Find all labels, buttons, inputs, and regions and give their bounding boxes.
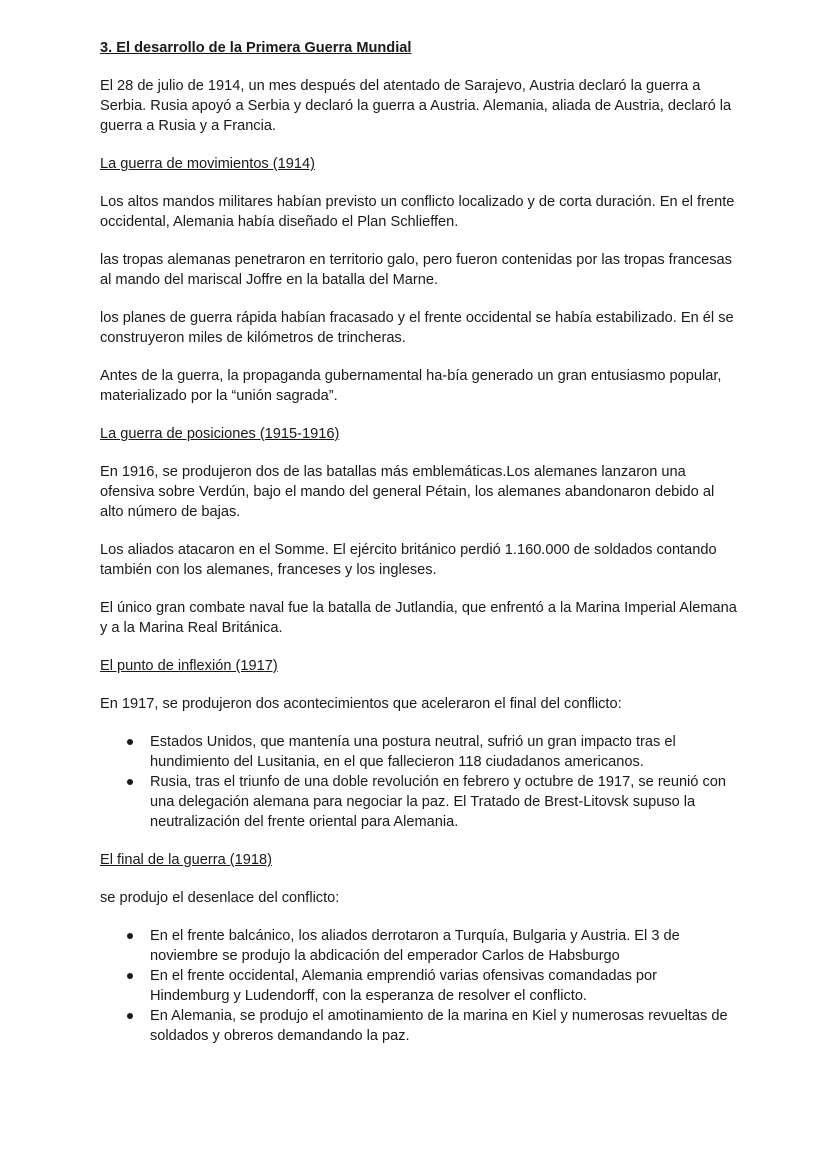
list-item [100, 732, 740, 772]
document-page [100, 38, 740, 1064]
list-item-text: En el frente balcánico, los aliados derrotaron a Turquía, Bulgaria y Austria. El 3 de noviembre se produjo la abdicación del emperador Carlos de Habsburgo [150, 928, 680, 964]
paragraph: los planes de guerra rápida habían fracasado y el frente occidental se había estabilizado. En él se construyeron miles de kilómetros de trincheras. [100, 310, 734, 346]
bullet-icon [127, 973, 133, 979]
list-item-text: Rusia, tras el triunfo de una doble revolución en febrero y octubre de 1917, se reunió con una delegación alemana para negociar la paz. El Tratado de Brest-Litovsk supuso la neutralización del frente oriental para Alemania. [150, 774, 727, 830]
list-item [100, 772, 740, 832]
paragraph: En 1917, se produjeron dos acontecimientos que aceleraron el final del conflicto: [100, 696, 622, 712]
section-heading-inflexion: El punto de inflexión (1917) [100, 658, 278, 674]
bullet-icon [127, 1013, 133, 1019]
list-item [100, 926, 740, 966]
bullet-list [100, 732, 740, 832]
document-title: 3. El desarrollo de la Primera Guerra Mundial [100, 40, 412, 56]
paragraph: Los altos mandos militares habían previsto un conflicto localizado y de corta duración. En el frente occidental, Alemania había diseñado el Plan Schlieffen. [100, 194, 735, 230]
paragraph: las tropas alemanas penetraron en territorio galo, pero fueron contenidas por las tropas francesas al mando del mariscal Joffre en la batalla del Marne. [100, 252, 732, 288]
paragraph: se produjo el desenlace del conflicto: [100, 890, 340, 906]
bullet-icon [127, 779, 133, 785]
list-item-text: En Alemania, se produjo el amotinamiento de la marina en Kiel y numerosas revueltas de soldados y obreros demandando la paz. [150, 1008, 728, 1044]
bullet-icon [127, 739, 133, 745]
list-item [100, 1006, 740, 1046]
list-item [100, 966, 740, 1006]
paragraph: El único gran combate naval fue la batalla de Jutlandia, que enfrentó a la Marina Imperial Alemana y a la Marina Real Británica. [100, 600, 737, 636]
section-heading-movimientos: La guerra de movimientos (1914) [100, 156, 315, 172]
paragraph: En 1916, se produjeron dos de las batallas más emblemáticas.Los alemanes lanzaron una ofensiva sobre Verdún, bajo el mando del general Pétain, los alemanes abandonaron debido al alto número de bajas. [100, 464, 715, 520]
list-item-text: En el frente occidental, Alemania emprendió varias ofensivas comandadas por Hindemburg y Ludendorff, con la esperanza de resolver el conflicto. [150, 968, 658, 1004]
list-item-text: Estados Unidos, que mantenía una postura neutral, sufrió un gran impacto tras el hundimiento del Lusitania, en el que fallecieron 118 ciudadanos americanos. [150, 734, 676, 770]
paragraph: Los aliados atacaron en el Somme. El ejército británico perdió 1.160.000 de soldados contando también con los alemanes, franceses y los ingleses. [100, 542, 717, 578]
intro-paragraph: El 28 de julio de 1914, un mes después del atentado de Sarajevo, Austria declaró la guerra a Serbia. Rusia apoyó a Serbia y declaró la guerra a Austria. Alemania, aliada de Austria, declaró la guerra a Rusia y a Francia. [100, 78, 732, 134]
section-heading-posiciones: La guerra de posiciones (1915-1916) [100, 426, 340, 442]
bullet-list [100, 926, 740, 1046]
section-heading-final: El final de la guerra (1918) [100, 852, 272, 868]
bullet-icon [127, 933, 133, 939]
paragraph: Antes de la guerra, la propaganda gubernamental ha-bía generado un gran entusiasmo popular, materializado por la “unión sagrada”. [100, 368, 722, 404]
